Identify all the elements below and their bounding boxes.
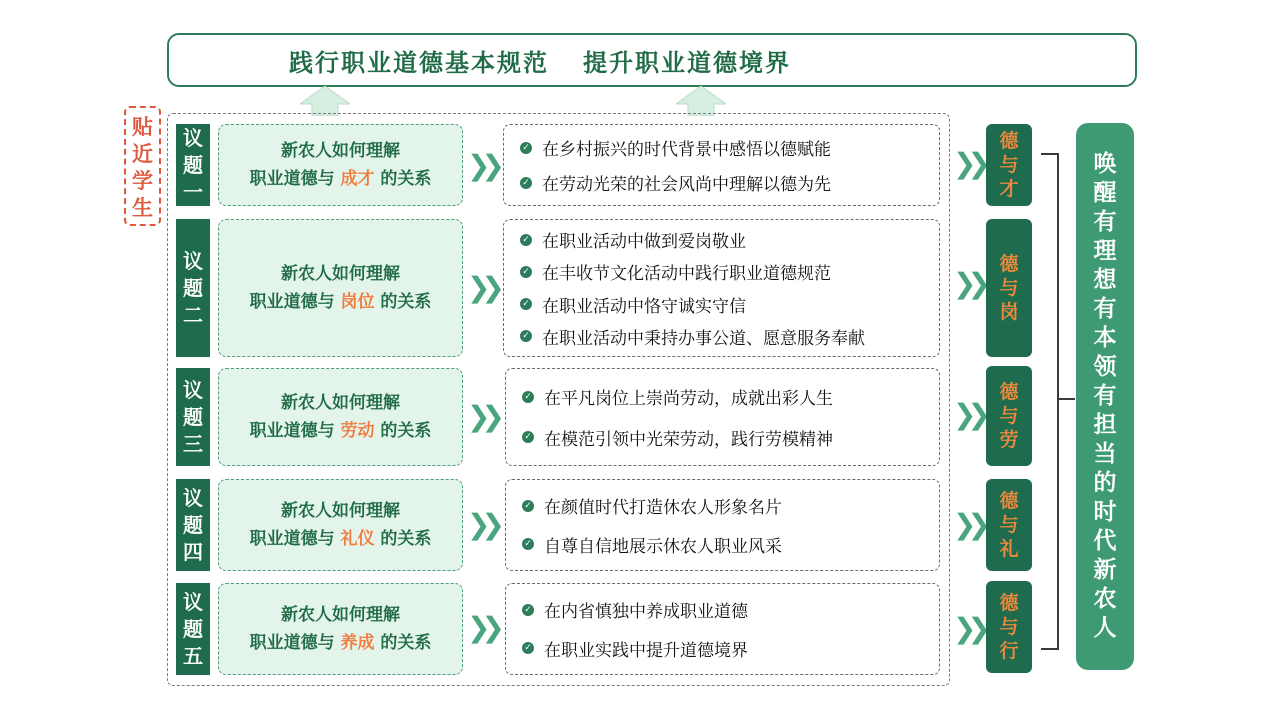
question-box: [218, 219, 463, 357]
bracket: [1041, 153, 1059, 650]
side-tag-char: 生: [132, 196, 153, 220]
question-line2: [219, 165, 462, 193]
points-box: [505, 368, 940, 466]
point-item: [522, 597, 939, 622]
topic-label-char: 二: [183, 302, 203, 327]
side-tag-char: 近: [132, 142, 153, 166]
virtue-box: [986, 219, 1032, 357]
virtue-box: [986, 581, 1032, 673]
point-text: 在职业活动中秉持办事公道、愿意服务奉献: [542, 328, 865, 349]
virtue-char: 劳: [999, 429, 1019, 451]
topic-label: [176, 368, 210, 466]
goal-char: 新: [1093, 557, 1117, 583]
point-text: 在丰收节文化活动中践行职业道德规范: [542, 264, 831, 285]
goal-char: 有: [1093, 296, 1117, 322]
virtue-box: [986, 479, 1032, 571]
question-box: [218, 124, 463, 206]
question-mid: 职业道德与: [249, 633, 335, 653]
points-box: [505, 479, 940, 571]
point-item: [522, 493, 939, 518]
point-text: 在内省慎独中养成职业道德: [544, 602, 748, 623]
double-chevron-icon: ❯❯: [953, 612, 982, 645]
point-text: 在职业活动中做到爱岗敬业: [542, 232, 746, 253]
goal-char: 本: [1093, 325, 1117, 351]
question-mid: 职业道德与: [249, 529, 335, 549]
question-line2: [219, 525, 462, 553]
goal-char: 醒: [1093, 180, 1117, 206]
banner-part2: 提升职业道德境界: [583, 48, 791, 77]
question-line1: 新农人如何理解: [281, 393, 400, 413]
topic-label: [176, 479, 210, 571]
topic-label-char: 题: [183, 404, 203, 429]
virtue-char: 与: [999, 514, 1019, 536]
check-icon: ✓: [522, 642, 534, 654]
virtue-char: 与: [999, 154, 1019, 176]
double-chevron-icon: ❯❯: [467, 271, 496, 304]
points-box: [503, 124, 940, 206]
topic-label: [176, 219, 210, 357]
question-box: [218, 368, 463, 466]
question-mid: 职业道德与: [249, 169, 335, 189]
question-box: [218, 583, 463, 675]
point-item: [520, 259, 939, 284]
virtue-char: 德: [999, 592, 1019, 614]
point-item: [522, 384, 939, 409]
question-suffix: 的关系: [380, 421, 432, 441]
question-box: [218, 479, 463, 571]
question-line2: [219, 417, 462, 445]
check-icon: ✓: [522, 538, 534, 550]
double-chevron-icon: ❯❯: [953, 267, 982, 300]
question-mid: 职业道德与: [249, 421, 335, 441]
check-icon: ✓: [522, 500, 534, 512]
question-line1: 新农人如何理解: [281, 141, 400, 161]
virtue-char: 德: [999, 381, 1019, 403]
check-icon: ✓: [522, 604, 534, 616]
virtue-char: 岗: [999, 301, 1019, 323]
virtue-char: 与: [999, 277, 1019, 299]
question-keyword: 劳动: [340, 421, 375, 441]
top-banner: [167, 33, 1137, 87]
check-icon: ✓: [520, 177, 532, 189]
question-line1: 新农人如何理解: [281, 501, 400, 521]
goal-char: 有: [1093, 383, 1117, 409]
virtue-char: 与: [999, 405, 1019, 427]
question-suffix: 的关系: [380, 292, 432, 312]
point-text: 在平凡岗位上崇尚劳动，成就出彩人生: [544, 389, 833, 410]
check-icon: ✓: [520, 298, 532, 310]
double-chevron-icon: ❯❯: [953, 147, 982, 180]
topic-label-char: 题: [183, 616, 203, 641]
check-icon: ✓: [520, 234, 532, 246]
check-icon: ✓: [522, 431, 534, 443]
double-chevron-icon: ❯❯: [953, 508, 982, 541]
double-chevron-icon: ❯❯: [467, 400, 496, 433]
topic-label-char: 议: [183, 589, 203, 614]
virtue-char: 与: [999, 616, 1019, 638]
question-suffix: 的关系: [380, 169, 432, 189]
point-item: [522, 425, 939, 450]
topic-label-char: 题: [183, 152, 203, 177]
point-item: [520, 135, 939, 160]
goal-char: 有: [1093, 209, 1117, 235]
point-text: 在颜值时代打造休农人形象名片: [544, 498, 782, 519]
check-icon: ✓: [520, 330, 532, 342]
goal-char: 唤: [1093, 151, 1117, 177]
banner-part1: 践行职业道德基本规范: [289, 48, 549, 77]
goal-char: 代: [1093, 528, 1117, 554]
virtue-char: 德: [999, 130, 1019, 152]
question-suffix: 的关系: [380, 529, 432, 549]
question-keyword: 岗位: [340, 292, 375, 312]
point-item: [520, 170, 939, 195]
goal-box: [1076, 123, 1134, 670]
points-box: [503, 219, 940, 357]
question-keyword: 成才: [340, 169, 375, 189]
topic-label-char: 议: [183, 125, 203, 150]
up-arrow-icon: [300, 86, 350, 116]
topic-label-char: 议: [183, 485, 203, 510]
virtue-char: 礼: [999, 538, 1019, 560]
point-text: 在劳动光荣的社会风尚中理解以德为先: [542, 175, 831, 195]
virtue-box: [986, 366, 1032, 466]
check-icon: ✓: [520, 142, 532, 154]
virtue-char: 行: [999, 640, 1019, 662]
virtue-box: [986, 124, 1032, 206]
topic-label-char: 五: [183, 643, 203, 668]
question-keyword: 礼仪: [340, 529, 375, 549]
double-chevron-icon: ❯❯: [953, 398, 982, 431]
question-mid: 职业道德与: [249, 292, 335, 312]
point-item: [520, 227, 939, 252]
point-text: 自尊自信地展示休农人职业风采: [544, 536, 782, 557]
topic-label-char: 题: [183, 512, 203, 537]
question-suffix: 的关系: [380, 633, 432, 653]
double-chevron-icon: ❯❯: [467, 508, 496, 541]
point-text: 在乡村振兴的时代背景中感悟以德赋能: [542, 140, 831, 160]
topic-label-char: 议: [183, 377, 203, 402]
topic-label-char: 三: [183, 431, 203, 456]
question-line1: 新农人如何理解: [281, 605, 400, 625]
point-item: [522, 532, 939, 557]
point-text: 在模范引领中光荣劳动，践行劳模精神: [544, 429, 833, 450]
side-tag-char: 学: [132, 169, 153, 193]
point-text: 在职业实践中提升道德境界: [544, 640, 748, 661]
topic-label: [176, 124, 210, 206]
question-keyword: 养成: [340, 633, 375, 653]
question-line2: [219, 629, 462, 657]
point-item: [520, 324, 939, 349]
topic-label-char: 一: [183, 179, 203, 204]
point-item: [522, 636, 939, 661]
check-icon: ✓: [522, 391, 534, 403]
virtue-char: 德: [999, 253, 1019, 275]
double-chevron-icon: ❯❯: [467, 149, 496, 182]
topic-label-char: 题: [183, 275, 203, 300]
virtue-char: 德: [999, 490, 1019, 512]
goal-char: 理: [1093, 238, 1117, 264]
question-line2: [219, 288, 462, 316]
check-icon: ✓: [520, 266, 532, 278]
goal-char: 时: [1093, 499, 1117, 525]
points-box: [505, 583, 940, 675]
goal-char: 的: [1093, 470, 1117, 496]
goal-char: 想: [1093, 267, 1117, 293]
goal-char: 领: [1093, 354, 1117, 380]
goal-char: 人: [1093, 615, 1117, 641]
goal-char: 当: [1093, 441, 1117, 467]
question-line1: 新农人如何理解: [281, 264, 400, 284]
up-arrow-icon: [676, 86, 726, 116]
goal-char: 担: [1093, 412, 1117, 438]
goal-char: 农: [1093, 586, 1117, 612]
topic-label-char: 议: [183, 248, 203, 273]
point-text: 在职业活动中恪守诚实守信: [542, 296, 746, 317]
side-tag: [124, 106, 161, 226]
virtue-char: 才: [999, 178, 1019, 200]
topic-label-char: 四: [183, 539, 203, 564]
point-item: [520, 292, 939, 317]
side-tag-char: 贴: [132, 115, 153, 139]
bracket-connector: [1059, 398, 1075, 400]
topic-label: [176, 583, 210, 675]
double-chevron-icon: ❯❯: [467, 611, 496, 644]
